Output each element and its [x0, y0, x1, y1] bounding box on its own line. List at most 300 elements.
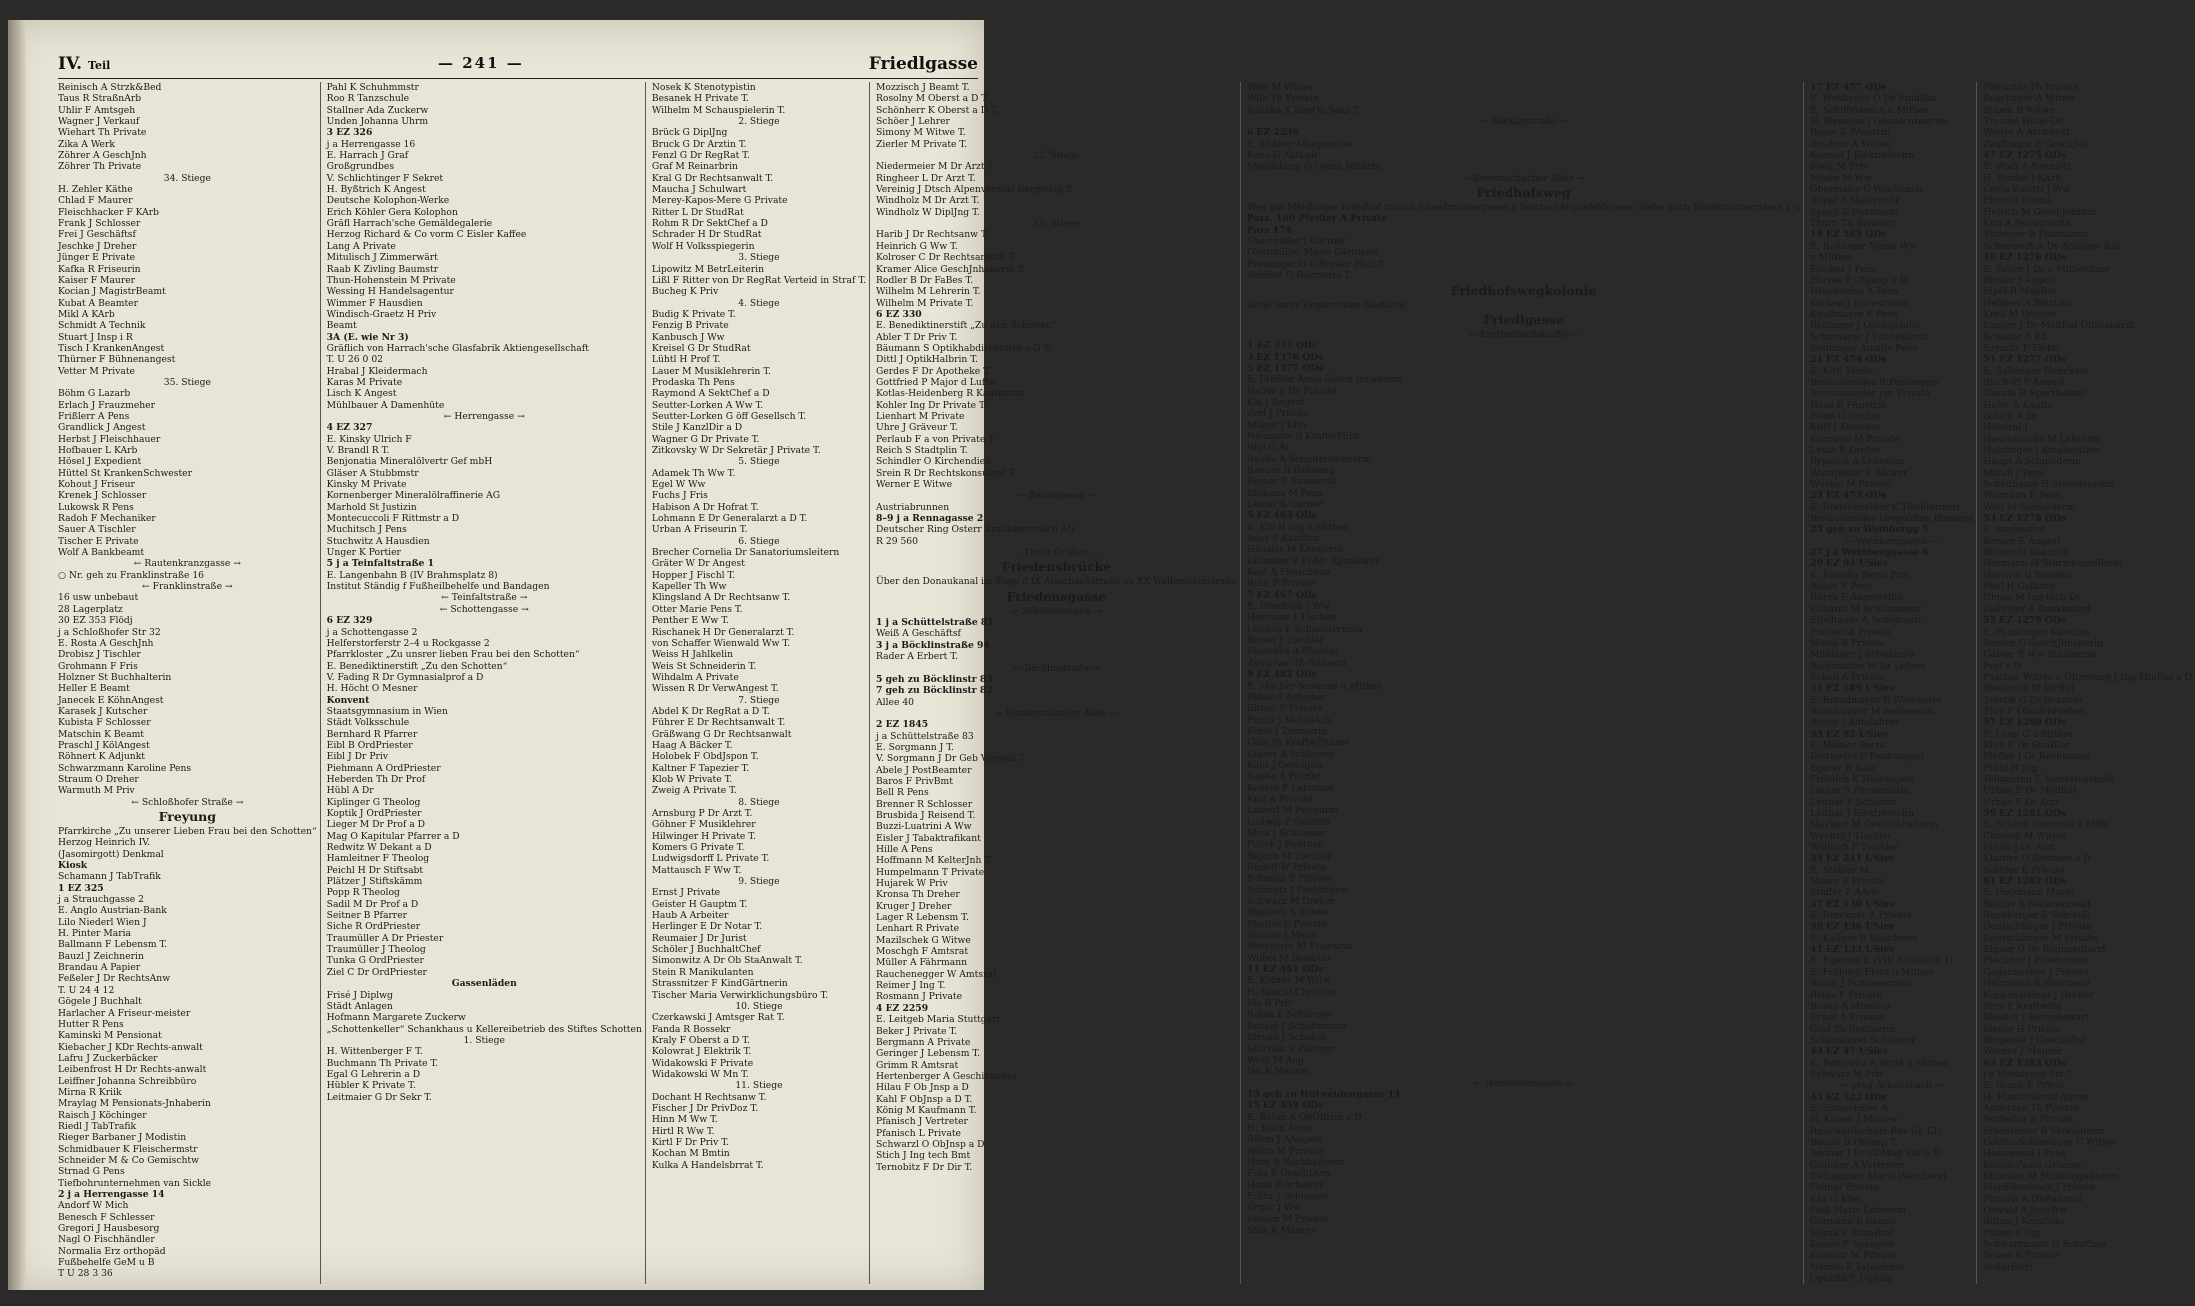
directory-entry: Hettich M GeschJnhbrin: [1983, 206, 2097, 218]
directory-entry: Brandmayer M Bedienerin: [1810, 705, 1934, 717]
directory-entry: Uhlir F Amtsgeh: [58, 104, 136, 116]
directory-entry: T. U 24 4 12: [58, 984, 115, 996]
directory-entry: Haboraf J: [1983, 422, 2029, 434]
directory-entry: u Mitbes: [1810, 252, 1851, 264]
directory-entry: Hübl A Dr: [326, 785, 374, 797]
directory-entry: Strnad J Schuhm: [1246, 1032, 1327, 1044]
directory-entry: H. Klein Anna: [1246, 1122, 1312, 1134]
directory-entry: Hofbauer L KArb: [58, 445, 138, 456]
directory-entry: Wagner G Dr Private T.: [651, 433, 760, 445]
directory-entry: 4 EZ 327: [326, 422, 373, 434]
directory-entry: H. Roschl Christine: [1246, 986, 1338, 998]
directory-entry: Rypacek A Lebensm: [1810, 456, 1905, 468]
directory-entry: Böhm J AAngest: [1246, 1134, 1323, 1146]
directory-entry: Häusler M Kassierin: [1246, 544, 1343, 556]
directory-entry: Kapka A Pelzfkr: [1246, 771, 1322, 783]
directory-entry: Heinrich G Ww T.: [876, 240, 958, 252]
directory-entry: Rudolf W Private: [1246, 862, 1327, 873]
directory-entry: Ruzickluftschutz Rev Gr 131: [1810, 1125, 1944, 1137]
directory-entry: H. Zehler Käthe: [58, 184, 133, 196]
directory-entry: Ma B Priv: [1246, 998, 1294, 1010]
directory-entry: Mager J Kfm: [1246, 419, 1307, 431]
directory-entry: Großgrundbes: [326, 161, 395, 173]
directory-entry: Fenzig B Private: [651, 320, 729, 332]
directory-entry: Schauer A Kfl: [1983, 331, 2048, 343]
directory-entry: Fellner Private: [1810, 1182, 1880, 1194]
directory-entry: Zauscher Th Näherin: [1246, 657, 1347, 669]
directory-entry: Erich Köhler Gera Kolophon: [326, 206, 458, 218]
directory-entry: Wolf A Bankbeamt: [58, 547, 145, 559]
directory-entry: Kanz G AbtLeit: [1246, 150, 1318, 162]
directory-entry: Gerdes F Dr Apotheke T.: [876, 365, 991, 377]
directory-entry: Buzzi-Luatrini A Ww: [876, 821, 972, 833]
directory-entry: Ruppl A Malermstr: [1810, 195, 1900, 207]
directory-entry: Hilau F Ob Jnsp a D: [876, 1082, 969, 1094]
directory-entry: Über den Donaukanal im Zuge d IX Alserbachstraße zu XX Wallensteinstraße: [876, 576, 1237, 588]
directory-entry: Kulka A Handelsbrrat T.: [651, 1159, 764, 1171]
section-label: ← Weinberggasse →: [1845, 535, 1938, 547]
directory-entry: Kaltner F Tapezier T.: [651, 762, 750, 774]
directory-entry: Fuchs J MetallArb: [1246, 714, 1332, 726]
directory-entry: Siche R OrdPriester: [326, 921, 421, 933]
directory-entry: Hermann J Tischler: [1246, 612, 1338, 624]
directory-entry: Hoffmann M KelterJnh T.: [876, 855, 993, 867]
directory-entry: Eisler J Tabaktrafikant: [876, 832, 981, 844]
directory-entry: Leitner J Elektrotechn: [1810, 808, 1914, 819]
directory-entry: „Schottenkeller“ Schankhaus u Kellereibetrieb des Stiftes Schotten: [326, 1023, 642, 1035]
directory-entry: Benjonatia Mineralölvertr Gef mbH: [326, 456, 493, 468]
directory-entry: Haas R FAnstrin: [1810, 399, 1887, 411]
directory-entry: E. Egerner E (VIII Schölfelg 1): [1810, 955, 1954, 967]
directory-entry: Rader A Erbert T.: [876, 651, 958, 663]
directory-entry: E. Schörg Gertrude u Mitb: [1983, 819, 2109, 831]
directory-entry: Strassnitzer F KindGärtnerin: [651, 978, 788, 990]
directory-entry: E. Benediktinerstift „Zu den Schotten“: [876, 320, 1057, 332]
section-label: ← Rautenkranzgasse →: [133, 558, 241, 570]
directory-entry: Grgor J Ww: [1246, 1202, 1302, 1214]
street-heading: Friedhofsweg: [1476, 185, 1571, 201]
directory-entry: Lamerl M Friseurin: [1246, 805, 1339, 817]
directory-entry: Nosek K Stenotypistin: [651, 82, 756, 93]
directory-entry: Kohrer F Laborant: [1246, 782, 1334, 794]
directory-entry: E. Salbinger Henriette: [1983, 365, 2089, 377]
directory-entry: Ehs G Kfm: [1810, 1193, 1860, 1205]
directory-entry: Beker J Private T.: [876, 1025, 958, 1037]
directory-entry: Redwitz W Dekant a D: [326, 842, 432, 854]
directory-entry: Hora R Buchhalterin: [1246, 1156, 1344, 1168]
directory-entry: Troy F Obstfeldwebel: [1983, 705, 2084, 717]
directory-entry: Gallt St KraftwFührer: [1246, 737, 1350, 749]
directory-entry: Konrad J Elektrotechn: [1810, 150, 1914, 162]
directory-entry: Kubat A Beamter: [58, 297, 139, 309]
directory-entry: Schmidt A Technik: [58, 320, 146, 332]
directory-entry: E. Frößler Anna Gesch Jnhaberin: [1246, 374, 1402, 386]
directory-entry: Kornenberger Mineralölraffinerie AG: [326, 490, 501, 502]
directory-entry: Gagenbucher J Private: [1983, 966, 2089, 978]
directory-entry: Maucha J Schulwart: [651, 184, 747, 196]
directory-entry: Deutschlinger J Private: [1983, 921, 2092, 933]
directory-entry: Czallner A Vertreter: [1810, 1159, 1905, 1171]
directory-entry: 4 EZ 2259: [876, 1002, 929, 1014]
directory-entry: Riedl J TabTrafik: [58, 1120, 137, 1132]
directory-entry: j a Stiebinger Str 7: [1983, 1068, 2073, 1080]
directory-entry: Städt Anlagen: [326, 1000, 393, 1012]
directory-columns: [58, 82, 2192, 1285]
directory-entry: V. Schlichtinger F Sekret: [326, 172, 444, 184]
directory-entry: Brück G DiplJng: [651, 127, 728, 139]
directory-entry: Einer G Beamt: [1983, 195, 2052, 207]
directory-entry: Kiebacher J KDr Rechts-anwalt: [58, 1041, 203, 1053]
directory-entry: Leitgeb F Schneidermstr: [1246, 623, 1364, 635]
directory-entry: Humpelmann T Private: [876, 866, 985, 878]
directory-entry: 1 EZ 331 ODs: [1246, 340, 1317, 352]
part-suffix: Teil: [88, 59, 111, 72]
directory-entry: E. Langenbahn B (IV Brahmsplatz 8): [326, 569, 498, 581]
directory-entry: Obermüller J Gärtner: [1246, 236, 1347, 248]
directory-entry: Werner E Witwe: [876, 479, 953, 491]
directory-entry: Mraylag M Pensionats-Jnhaberin: [58, 1098, 211, 1110]
directory-entry: Eibenfeiner R Verkäuferin: [1983, 1125, 2106, 1137]
directory-entry: Kahl F ObJnsp a D T.: [876, 1093, 973, 1105]
directory-entry: Brecher Cornelia Dr Sanatoriumsleitern: [651, 547, 840, 559]
directory-entry: Kreisel G Dr StudRat: [651, 342, 751, 354]
directory-entry: Hertenberger A Geschinhaber: [876, 1070, 1018, 1082]
directory-entry: Mikl A KArb: [58, 308, 115, 320]
directory-entry: Gräter W Dr Angest: [651, 558, 745, 570]
section-label: ← Krottenbachstraße →: [1468, 328, 1579, 340]
directory-entry: Czerkawski J Amtsger Rat T.: [651, 1012, 785, 1024]
directory-entry: Jeschke J Dreher: [58, 240, 137, 252]
directory-entry: Dierneder F Bankangest: [1810, 751, 1925, 763]
directory-entry: Braun A Monteur: [1810, 1000, 1892, 1012]
directory-entry: 47 EZ 1275 ODs: [1983, 150, 2067, 162]
directory-entry: Bates F Private: [1810, 989, 1882, 1001]
directory-entry: Sieder H Private: [1983, 1023, 2061, 1035]
directory-entry: Krell M Drogen: [1983, 308, 2056, 320]
directory-entry: E. Friedrich J Ww: [1246, 601, 1330, 613]
directory-entry: Kaltl J GeschJnh: [1246, 759, 1323, 771]
directory-entry: E. Macher Susanne u Mitbes: [1246, 680, 1382, 692]
directory-entry: Merey-Kapos-Mere G Private: [651, 195, 788, 207]
directory-entry: Mühlbauer A Damenhüte: [326, 399, 445, 411]
directory-entry: Hopper J Fischl T.: [651, 569, 736, 581]
directory-entry: Kubista F Schlosser: [58, 717, 151, 729]
section-label: 6. Stiege: [738, 535, 780, 547]
directory-entry: Seutter-Lorken A Ww T.: [651, 399, 764, 411]
directory-entry: 13 geh zu Hutweidengasse 14: [1246, 1088, 1401, 1100]
directory-entry: Helm G Dreher: [1810, 410, 1882, 422]
directory-entry: Wilhelm M Private T.: [876, 297, 974, 309]
section-label: 13. Stiege: [1032, 218, 1081, 230]
directory-entry: Selzer K Private: [1983, 1250, 2059, 1262]
directory-entry: 45 EZ 522 ODs: [1810, 1091, 1887, 1103]
directory-entry: Prodaska Th Pens: [651, 376, 735, 388]
directory-entry: Stallner Ada Zuckerw: [326, 104, 429, 116]
directory-entry: Wilk Th Private: [1246, 93, 1319, 105]
directory-entry: E. Kill H Ing a Mitbes: [1246, 521, 1348, 533]
directory-entry: Weiß A Geschäftsf: [876, 628, 961, 640]
directory-entry: 1 j a Schüttelstraße 81: [876, 617, 994, 629]
directory-entry: Leitmaier G Dr Sekr T.: [326, 1091, 432, 1103]
directory-entry: Tscheuer R Finanzamt: [1983, 229, 2088, 241]
directory-entry: V. Sorgmann J Dr Geb Verwalt T.: [876, 753, 1027, 765]
directory-entry: Hutter R Pens: [58, 1018, 124, 1030]
directory-entry: E. Leitgeb Maria Stuttgart: [876, 1014, 1001, 1026]
directory-entry: Pletscher Th Private: [1983, 82, 2079, 93]
directory-entry: Magdeburg G Gesch Jnhbrin: [1246, 161, 1381, 173]
directory-entry: 7 EZ 467 ODs: [1246, 589, 1317, 601]
directory-entry: Bosso K FAnstrin: [1810, 127, 1890, 139]
section-label: 34. Stiege: [163, 172, 211, 184]
directory-entry: 19 EZ 585 ODs: [1810, 229, 1887, 241]
directory-entry: Stok K Maurer: [1246, 1225, 1316, 1236]
directory-entry: Pery F Kraftwfhr: [1983, 1000, 2062, 1012]
directory-entry: Sadil M Dr Prof a D: [326, 898, 419, 910]
directory-entry: Plätzer J Stiftskämm: [326, 876, 423, 888]
directory-entry: Kaminski M Pensionat: [58, 1030, 162, 1042]
directory-entry: Schwarzmann Karoline Pens: [58, 762, 192, 774]
directory-entry: E. Pointlinger Karoline: [1983, 626, 2090, 638]
directory-entry: Gutmann R Beamt: [1810, 1216, 1896, 1228]
directory-entry: Straum O Dreher: [58, 773, 139, 785]
directory-entry: Stuffer F AArb: [1810, 887, 1879, 899]
directory-entry: Bedarfsort: [1983, 1261, 2033, 1273]
directory-entry: Kotlas-Heidenberg R Kaufmann: [876, 388, 1024, 400]
directory-entry: 7 geh zu Böcklinstr 82: [876, 685, 993, 697]
directory-entry: Dittl J OptikHalbrin T.: [876, 354, 978, 366]
directory-entry: Riesher J Betriebswart: [1983, 1012, 2090, 1024]
directory-entry: Hofer A Kaufm: [1983, 399, 2053, 411]
directory-entry: Trostik G Dr Beamter: [1983, 694, 2084, 706]
column-7: [1983, 82, 2195, 1284]
directory-entry: Hrachovina A Pens: [1810, 286, 1899, 298]
directory-entry: E. Böhm A ObOffizin a D: [1246, 1111, 1362, 1123]
directory-entry: Holobek F ObdJspon T.: [651, 751, 759, 763]
directory-entry: Kraly F Oberst a D T.: [651, 1034, 750, 1046]
directory-entry: Eipel B MagRat: [1983, 286, 2057, 298]
directory-entry: Baldus R Rechtsanwalt: [1983, 898, 2091, 910]
directory-entry: Feßeler J Dr RechtsAnw: [58, 973, 171, 985]
running-head-street: Friedlgasse: [868, 54, 978, 74]
directory-entry: Weis St Schneiderin T.: [651, 660, 757, 672]
directory-entry: Schiber G Gärtnerei T.: [1246, 270, 1352, 282]
directory-entry: H. Weiselsa J Gemischtwaren: [1810, 116, 1947, 128]
directory-entry: Kaiser F Spengler: [1810, 1239, 1895, 1251]
directory-entry: von Schaffer Wienwald Ww T.: [651, 637, 791, 649]
directory-entry: Graf M Reinarbrin: [651, 161, 738, 173]
directory-entry: Gräflich von Harrach'sche Glasfabrik Aktiengesellschaft: [326, 342, 589, 354]
directory-entry: V. Fading R Dr Gymnasialprof a D: [326, 671, 484, 683]
directory-entry: Ruschaner A Witwe: [1983, 93, 2075, 105]
directory-entry: 1 EZ 325: [58, 882, 104, 894]
directory-entry: Bauer J Schlossermstr: [1810, 978, 1915, 990]
directory-entry: Gottho-Schlesinger G Witwe: [1983, 1136, 2116, 1148]
directory-entry: Deutschlinger M Private: [1983, 932, 2098, 944]
directory-entry: Seutter-Lorken G öff Gesellsch T.: [651, 410, 807, 422]
street-heading: Freyung: [158, 809, 217, 824]
directory-entry: Bretschneider jun Private: [1810, 388, 1930, 400]
directory-entry: Chlad F Maurer: [58, 195, 133, 207]
directory-entry: E. Strauchiller A: [1810, 1102, 1888, 1114]
directory-entry: Holzner St Buchhalterin: [58, 671, 172, 683]
directory-entry: Eibl J Dr Priv: [326, 751, 389, 763]
directory-entry: Mazilschek G Witwe: [876, 934, 971, 946]
directory-entry: Traumüller A Dr Priester: [326, 932, 444, 944]
directory-entry: Gregor M Private: [1246, 1213, 1329, 1225]
directory-entry: Bergmann A Private: [876, 1036, 971, 1048]
directory-entry: Jünger E Private: [58, 252, 136, 264]
section-label: ← Schüttelstraße →: [1011, 605, 1102, 617]
directory-entry: Ternobitz F Dr Dir T.: [876, 1161, 973, 1173]
directory-entry: Graf Th Rentnerin: [1810, 1023, 1896, 1035]
directory-entry: Lipowitz M BetrLeiterin: [651, 263, 765, 275]
directory-entry: Killmaier F PhMr Apotheker: [1246, 555, 1380, 567]
directory-entry: Leitner F Schumm: [1810, 796, 1897, 808]
directory-entry: 2 EZ 1845: [876, 719, 929, 731]
directory-entry: E. Mahler Berta: [1810, 739, 1885, 751]
directory-entry: E. Anglo Austrian-Bank: [58, 905, 167, 917]
directory-entry: Vereinig J Dtsch Alpenvereins Bergsteig T.: [876, 184, 1074, 196]
directory-entry: Kolroser C Dr Rechtsanwalt T.: [876, 252, 1017, 264]
directory-entry: Bednar J Dr ObMag Rat a D: [1810, 1148, 1941, 1160]
directory-entry: Schneweiß A Dr Amtsger Rat: [1983, 240, 2121, 252]
directory-entry: Bäumann S Optikhabdirektorin a D T.: [876, 342, 1052, 354]
directory-entry: 9 EZ 482 ODs: [1246, 669, 1317, 681]
directory-entry: Pröbl H Jng: [1983, 762, 2038, 774]
directory-entry: E. Schiffmann A u Mitbes: [1810, 104, 1929, 116]
directory-entry: Wagner J Verkauf: [58, 116, 140, 128]
directory-entry: Hübler K Private T.: [326, 1080, 416, 1092]
directory-entry: Reich S Stadtplin T.: [876, 445, 968, 456]
directory-entry: Bretschneider Leopoldine Binderei: [1810, 513, 1974, 525]
directory-entry: Tisch I KrankenAngest: [58, 342, 165, 354]
directory-entry: Andersen Th Private: [1983, 1102, 2079, 1114]
directory-entry: Staatsgymnasium in Wien: [326, 705, 448, 717]
directory-entry: Lilo Niederl Wien J: [58, 916, 147, 928]
directory-entry: Kiosk: [58, 860, 88, 872]
directory-entry: Markart M GeschJnhaberin: [1810, 819, 1938, 831]
directory-entry: Lang A Private: [326, 240, 396, 252]
directory-entry: Herlinger E Dr Notar T.: [651, 921, 763, 933]
directory-entry: 27 j a Weinberggasse 6: [1810, 547, 1929, 559]
directory-entry: 43 EZ 47 USiev: [1810, 1046, 1889, 1058]
directory-entry: H. Kaiser J Maurer: [1810, 1114, 1899, 1126]
directory-entry: Werner J Maurer: [1983, 1046, 2063, 1058]
directory-entry: Kohout J Friseur: [58, 479, 135, 491]
directory-entry: Erlach J Frauzmeher: [58, 399, 155, 411]
directory-entry: Lukowsk R Pens: [58, 501, 134, 513]
directory-entry: E. Kallner R Wäscherei: [1810, 932, 1918, 944]
directory-entry: Bauer F Pens: [1810, 581, 1873, 593]
directory-entry: Wilhelm M Lehrerin T.: [876, 286, 981, 298]
directory-entry: Gögele J Buchhalt: [58, 996, 142, 1008]
directory-entry: 5 EZ 463 ODs: [1246, 510, 1317, 522]
directory-entry: 30 EZ 353 Flödj: [58, 615, 133, 627]
directory-entry: 31 EZ 189 USiev: [1810, 683, 1895, 695]
directory-entry: Budig K Private T.: [651, 308, 736, 320]
directory-entry: Buchmann Th Private T.: [326, 1057, 439, 1069]
directory-entry: Seitner B Pfarrer: [326, 910, 408, 922]
directory-entry: Rigl G Ar: [1246, 442, 1290, 454]
directory-entry: j a Schottengasse 2: [326, 626, 418, 638]
directory-entry: 3A (E. wie Nr 3): [326, 331, 409, 343]
directory-entry: 29 EZ 91 USiev: [1810, 558, 1889, 570]
directory-entry: 21 EZ 474 ODs: [1810, 354, 1887, 366]
directory-entry: Wallisch F Tischler: [1810, 842, 1899, 854]
directory-entry: Ringheer L Dr Arzt T.: [876, 172, 976, 184]
directory-entry: Tellgmann E Sanitätsgehilfe: [1983, 773, 2115, 785]
directory-entry: Traumüller J Theolog: [326, 944, 426, 956]
directory-entry: Leibenfrost H Dr Rechts-anwalt: [58, 1064, 207, 1076]
directory-entry: Kruger J Dreher: [876, 900, 952, 912]
directory-entry: Kanbusch J Ww: [651, 331, 725, 343]
directory-page: [8, 20, 2192, 1290]
directory-entry: Tischer E Private: [58, 535, 139, 547]
directory-entry: 3 EZ 326: [326, 127, 373, 139]
directory-entry: Walter A Architekt: [1983, 127, 2070, 139]
directory-entry: Kapeller Th Ww: [651, 581, 727, 593]
directory-entry: Brandau A Papier: [58, 962, 141, 974]
directory-entry: Roo R Tanzschule: [326, 93, 410, 105]
directory-entry: Mattausch F Ww T.: [651, 864, 742, 876]
directory-entry: König M Kaufmann T.: [876, 1104, 977, 1116]
directory-entry: Stettinger Amalie Pens: [1810, 342, 1918, 354]
directory-entry: Ritter L Dr StudRat: [651, 206, 744, 218]
directory-entry: Benesch F Schlesser: [58, 1211, 155, 1223]
directory-entry: Baros F PrivBmt: [876, 775, 953, 787]
directory-entry: Unden Johanna Uhrm: [326, 116, 429, 128]
directory-entry: E. Harrach J Graf: [326, 150, 409, 162]
directory-entry: Jelenka K RegOb Sekr T.: [1246, 104, 1361, 116]
directory-entry: Egerer R Sekr: [1810, 762, 1877, 774]
directory-entry: Leiner K Gerber: [1246, 499, 1323, 510]
directory-entry: Spiegl K Rentnerin: [1810, 206, 1899, 218]
directory-entry: Städt Volksschule: [326, 717, 410, 729]
directory-entry: Brusbida J Reisend T.: [876, 809, 976, 821]
directory-entry: 23 EZ 473 ODs: [1810, 490, 1887, 502]
directory-entry: Schmelz E Private: [1246, 873, 1333, 885]
directory-entry: Taus R StraßnArb: [58, 93, 142, 105]
directory-entry: R 29 560: [876, 535, 919, 547]
directory-entry: Besanek H Private T.: [651, 93, 749, 105]
directory-entry: Böhm G Lazarb: [58, 388, 131, 400]
directory-entry: Krenek J Schlosser: [58, 490, 147, 502]
directory-entry: Grohmann F Fris: [58, 660, 138, 672]
directory-entry: Pollek J Rentner: [1246, 839, 1323, 851]
directory-entry: Oswald A JnspWw: [1983, 1205, 2068, 1217]
directory-entry: Frei J Geschäftsf: [58, 229, 136, 241]
directory-entry: Burek F Angestellte: [1810, 592, 1904, 604]
directory-entry: E. Fröhlich Flora u Mitbes: [1810, 966, 1934, 978]
directory-entry: Urban A Friseurin T.: [651, 524, 748, 536]
directory-entry: Obermüller Marie Gärtnerei: [1246, 247, 1380, 259]
directory-entry: Fröhlich K Holzangest: [1810, 773, 1915, 785]
directory-entry: Niedermeier M Dr Arzt T.: [876, 161, 996, 173]
directory-entry: Warmuth M Priv: [58, 785, 135, 797]
directory-entry: Reiner B Rentnerin: [1246, 476, 1338, 488]
directory-entry: Raymond A SektChef a D: [651, 388, 770, 400]
directory-entry: Ludwigsdorff L Private T.: [651, 853, 770, 865]
directory-entry: Kreuzer M Private: [1810, 1250, 1896, 1262]
directory-entry: Drnet A Private: [1810, 1012, 1883, 1024]
directory-entry: Kluk K Dr StudRat: [1983, 739, 2070, 751]
directory-entry: 2 j a Herrengasse 14: [58, 1189, 165, 1200]
directory-entry: Deutsche Kolophon-Werke: [326, 195, 450, 207]
directory-entry: Urban E Dr MedRat: [1983, 785, 2077, 797]
directory-entry: Egal G Lehrerin a D: [326, 1068, 421, 1080]
directory-entry: Zerl J Private: [1246, 408, 1309, 420]
directory-entry: Geister H Gauptm T.: [651, 898, 748, 910]
